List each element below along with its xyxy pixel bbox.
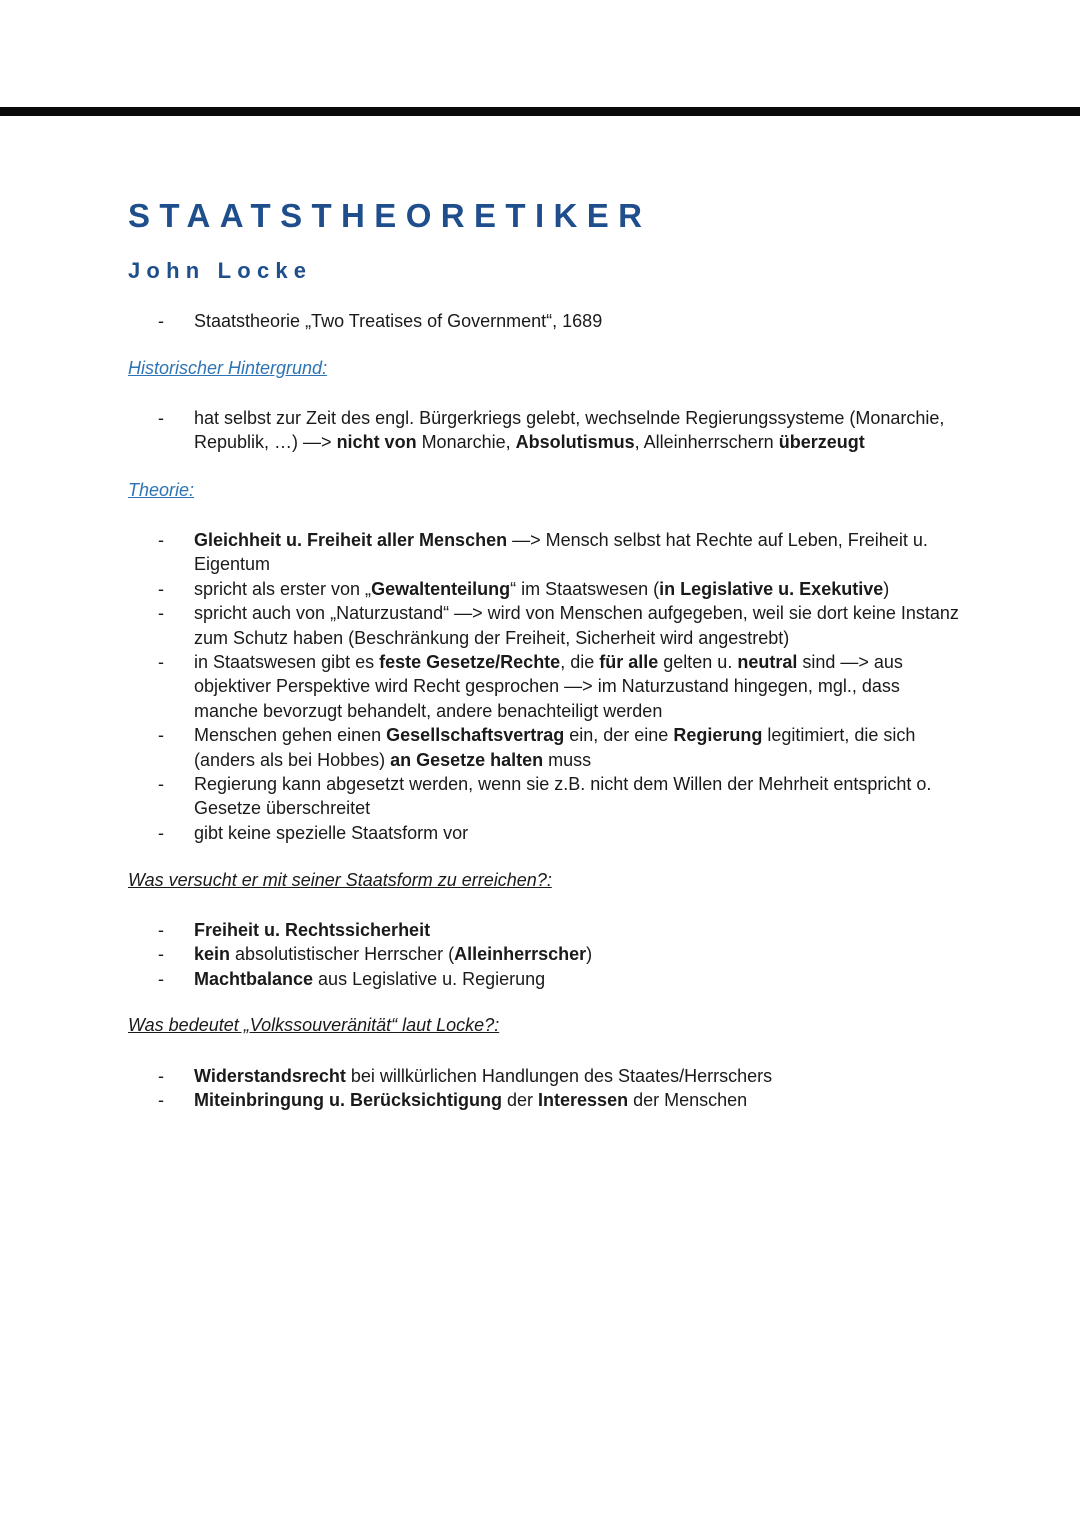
- list-item: [0, 406, 1080, 455]
- text: ein, der eine: [564, 725, 674, 746]
- list-item: [0, 821, 1080, 845]
- historischer-hintergrund-list: [0, 406, 1080, 455]
- page-title: STAATSTHEORETIKER: [128, 197, 652, 234]
- dash-bullet: -: [158, 1066, 164, 1086]
- volkssouveraenitaet-list: [0, 1064, 1080, 1113]
- text: muss: [543, 749, 592, 770]
- text: , die: [560, 652, 600, 673]
- bold-text: an Gesetze halten: [390, 749, 544, 770]
- text: sind —> aus objektiver Perspektive wird Recht gesprochen —> im Naturzustand hingegen, mgl., dass manche bevorzugt behandelt, andere benachteiligt werden: [194, 652, 903, 721]
- text: hat selbst zur Zeit des engl. Bürgerkriegs gelebt, wechselnde Regierungssysteme (Monarchie, Republik, …) —>: [194, 408, 945, 453]
- dash-bullet: -: [158, 920, 164, 940]
- text: spricht als erster von „: [194, 578, 372, 599]
- text: bei willkürlichen Handlungen des Staates/Herrschers: [345, 1066, 773, 1086]
- bold-text: überzeugt: [778, 432, 865, 453]
- text: Regierung kann abgesetzt werden, wenn sie z.B. nicht dem Willen der Mehrheit entspricht o. Gesetze überschreitet: [194, 774, 932, 819]
- bold-text: kein: [194, 944, 231, 965]
- bold-text: Gesellschaftsvertrag: [386, 725, 565, 746]
- bold-text: Gewaltenteilung: [371, 578, 511, 599]
- dash-bullet: -: [158, 774, 164, 795]
- list-item: [0, 650, 1080, 723]
- text: der: [502, 1090, 539, 1111]
- text: “ im Staatswesen (: [510, 578, 660, 599]
- bold-text: Alleinherrscher: [454, 944, 587, 965]
- list-item: [0, 528, 1080, 577]
- bold-text: Widerstandsrecht: [194, 1066, 346, 1086]
- section-heading-staatsform-ziele: Was versucht er mit seiner Staatsform zu erreichen?:: [128, 870, 552, 890]
- bold-text: in Legislative u. Exekutive: [659, 578, 884, 599]
- list-item: [0, 918, 1080, 942]
- text: der Menschen: [628, 1090, 748, 1111]
- text: Menschen gehen einen: [194, 725, 387, 746]
- dash-bullet: -: [158, 530, 164, 550]
- text: gelten u.: [658, 652, 738, 673]
- bold-text: feste Gesetze/Rechte: [379, 652, 561, 673]
- page-subtitle: John Locke: [128, 258, 313, 283]
- list-item: [0, 601, 1080, 650]
- text: gibt keine spezielle Staatsform vor: [194, 822, 469, 843]
- text: in Staatswesen gibt es: [194, 652, 380, 673]
- dash-bullet: -: [158, 725, 164, 746]
- text: ): [586, 944, 593, 965]
- bold-text: neutral: [737, 652, 798, 673]
- text: , Alleinherrschern: [634, 432, 779, 453]
- section-heading-historischer-hintergrund: Historischer Hintergrund:: [128, 358, 328, 378]
- list-item: [0, 577, 1080, 601]
- bold-text: Miteinbringung u. Berücksichtigung: [194, 1090, 502, 1111]
- dash-bullet: -: [158, 603, 164, 624]
- list-item: [0, 772, 1080, 821]
- list-item: [0, 942, 1080, 966]
- bold-text: Machtbalance: [194, 968, 314, 989]
- staatsform-ziele-list: [0, 918, 1080, 991]
- text: aus Legislative u. Regierung: [313, 968, 546, 989]
- text: legitimiert, die sich (anders als bei Hobbes): [194, 725, 916, 770]
- dash-bullet: -: [158, 578, 164, 599]
- bold-text: Interessen: [538, 1090, 629, 1111]
- bold-text: Regierung: [673, 725, 763, 746]
- list-item: [0, 723, 1080, 772]
- text: absolutistischer Herrscher (: [230, 944, 455, 965]
- dash-bullet: -: [158, 968, 164, 989]
- section-heading-volkssouveraenitaet: Was bedeutet „Volkssouveränität“ laut Locke?:: [128, 1015, 500, 1035]
- list-item: [0, 309, 1080, 333]
- dash-bullet: -: [158, 822, 164, 843]
- list-item: [0, 967, 1080, 991]
- dash-bullet: -: [158, 944, 164, 965]
- intro-list: [0, 309, 1080, 333]
- dash-bullet: -: [158, 311, 164, 331]
- bold-text: Gleichheit u. Freiheit aller Menschen: [194, 530, 508, 550]
- text: —> Mensch selbst hat Rechte auf Leben, Freiheit u. Eigentum: [194, 530, 928, 575]
- bold-text: Absolutismus: [515, 432, 635, 453]
- text: spricht auch von „Naturzustand“ —> wird von Menschen aufgegeben, weil sie dort keine Instanz zum Schutz haben (Beschränkung der Freiheit, Sicherheit wird angestrebt): [194, 603, 959, 648]
- section-heading-theorie: Theorie:: [128, 480, 195, 500]
- theorie-list: [0, 528, 1080, 845]
- list-item: [0, 1088, 1080, 1112]
- dash-bullet: -: [158, 408, 164, 428]
- text: Staatstheorie „Two Treatises of Government“, 1689: [194, 311, 603, 331]
- dash-bullet: -: [158, 652, 164, 673]
- bold-text: Freiheit u. Rechtssicherheit: [194, 920, 431, 940]
- top-rule: [0, 107, 1080, 116]
- bold-text: für alle: [599, 652, 659, 673]
- text: Monarchie,: [416, 432, 516, 453]
- bold-text: nicht von: [336, 432, 417, 453]
- dash-bullet: -: [158, 1090, 164, 1111]
- list-item: [0, 1064, 1080, 1088]
- text: ): [883, 578, 890, 599]
